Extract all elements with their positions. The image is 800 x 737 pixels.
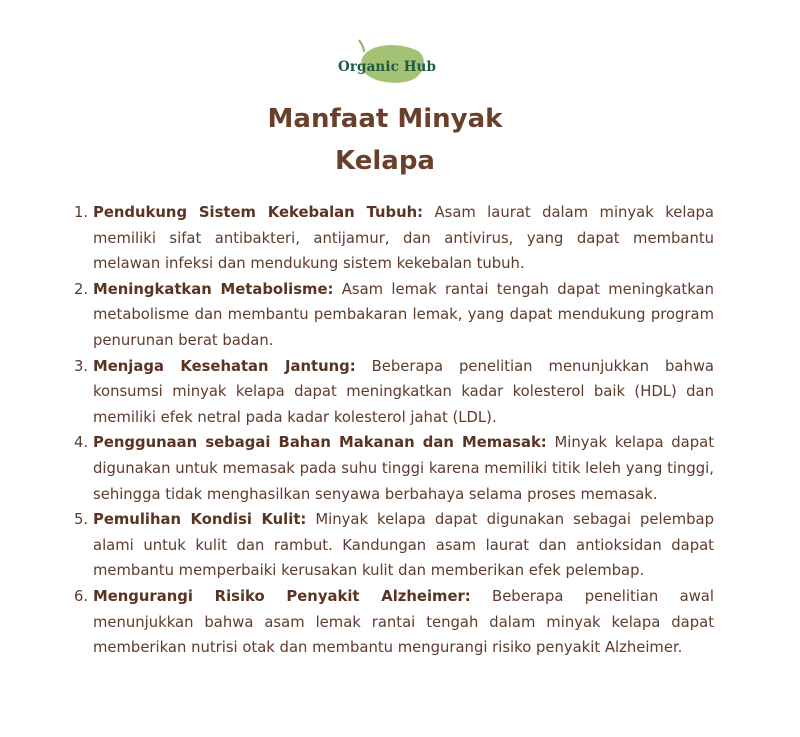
item-number: 1.: [74, 204, 89, 221]
item-number: 3.: [74, 357, 89, 375]
list-item: [74, 200, 714, 277]
item-text: Minyak kelapa dapat digunakan sebagai pelembap alami untuk kulit dan rambut. Kandungan asam laurat dan antioksidan dapat membantu memperbaiki kerusakan kulit dan memberikan efek pelembap.: [93, 511, 714, 580]
item-text: Minyak kelapa dapat digunakan untuk memasak pada suhu tinggi karena memiliki titik leleh yang tinggi, sehingga tidak menghasilkan senyawa berbahaya selama proses memasak.: [93, 434, 714, 503]
item-number: 6.: [74, 587, 89, 605]
item-text: Beberapa penelitian awal menunjukkan bahwa asam lemak rantai tengah dalam minyak kelapa dapat memberikan nutrisi otak dan membantu mengurangi risiko penyakit Alzheimer.: [93, 587, 714, 657]
item-text: Asam lemak rantai tengah dapat meningkatkan metabolisme dan membantu pembakaran lemak, yang dapat mendukung program penurunan berat badan.: [93, 280, 714, 349]
item-number: 5.: [74, 511, 89, 529]
item-heading: Mengurangi Risiko Penyakit Alzheimer:: [93, 587, 471, 605]
list-item: [74, 430, 714, 507]
benefits-list: [74, 200, 714, 661]
item-text: Beberapa penelitian menunjukkan bahwa konsumsi minyak kelapa dapat meningkatkan kadar kolesterol baik (HDL) dan memiliki efek netral pada kadar kolesterol jahat (LDL).: [93, 357, 714, 426]
brand-logo: [328, 36, 446, 88]
item-heading: Penggunaan sebagai Bahan Makanan dan Memasak:: [93, 434, 547, 452]
title-line-1: Manfaat Minyak: [267, 104, 503, 134]
item-heading: Pemulihan Kondisi Kulit:: [93, 511, 307, 529]
title-line-2: Kelapa: [335, 146, 435, 176]
item-heading: Menjaga Kesehatan Jantung:: [93, 357, 356, 375]
list-item: [74, 507, 714, 584]
list-item: [74, 584, 714, 661]
item-number: 4.: [74, 434, 89, 452]
item-heading: Meningkatkan Metabolisme:: [93, 280, 334, 298]
item-text: Asam laurat dalam minyak kelapa memiliki sifat antibakteri, antijamur, dan antivirus, yang dapat membantu melawan infeksi dan mendukung sistem kekebalan tubuh.: [93, 204, 714, 273]
list-item: [74, 277, 714, 354]
item-heading: Pendukung Sistem Kekebalan Tubuh:: [93, 204, 424, 221]
list-item: [74, 354, 714, 431]
page-title: [0, 98, 770, 182]
item-number: 2.: [74, 280, 89, 298]
brand-name: Organic Hub: [337, 59, 437, 75]
